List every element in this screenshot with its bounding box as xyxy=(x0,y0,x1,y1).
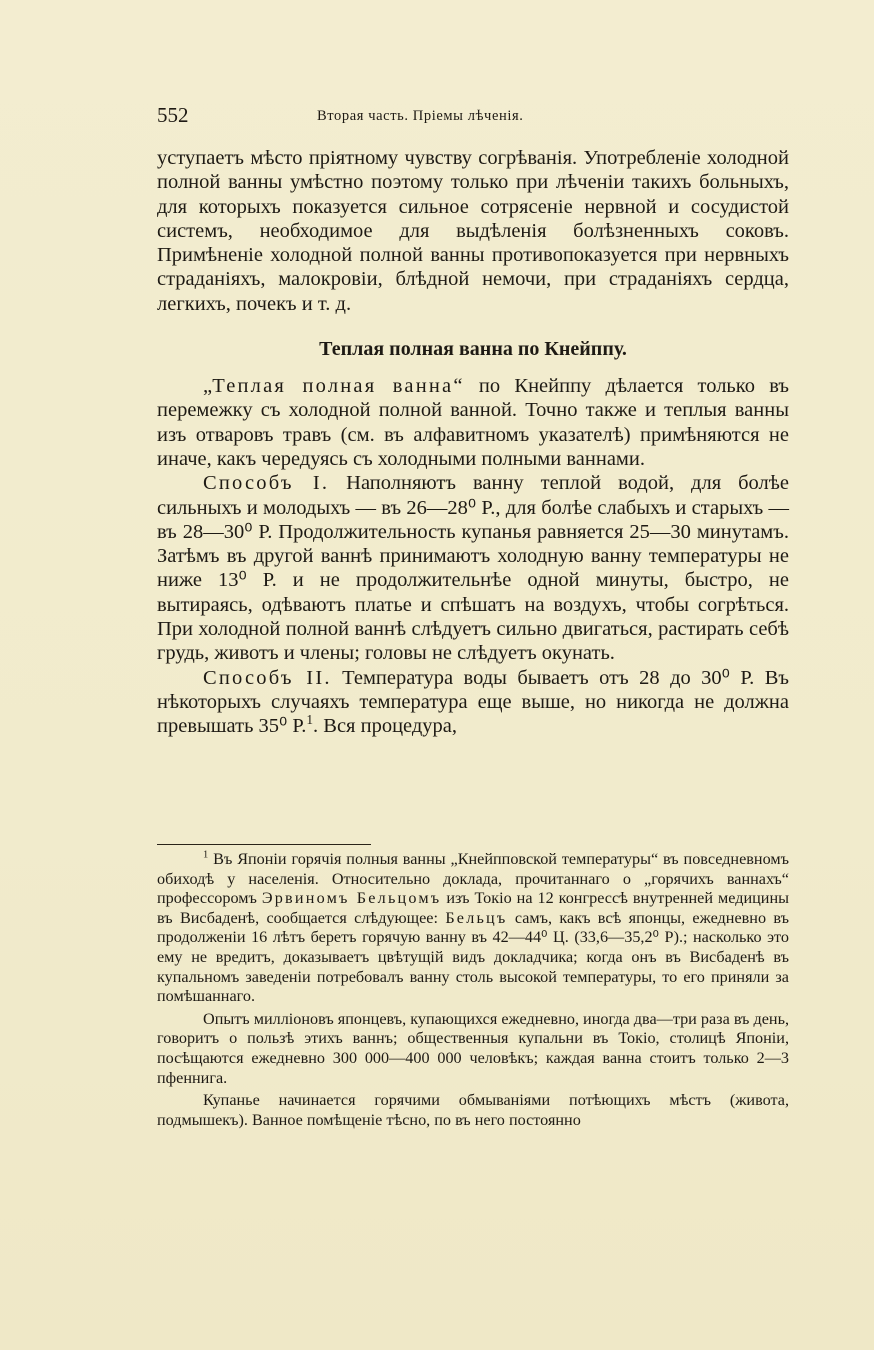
paragraph-warm-bath-intro xyxy=(157,374,789,471)
footnote-one xyxy=(157,850,789,1007)
footnote-one-text-c: самъ, какъ всѣ японцы, ежедневно въ продолженіи 16 лѣтъ беретъ горячую ванну въ 42—44⁰ Ц. (33,6—35,2⁰ Р).; насколько это ему не вредитъ, доказываетъ цвѣтущій видъ докладчика; когда онъ въ Висбаденѣ въ купальномъ заведеніи потребовалъ ванну столь высокой температуры, то его приняли за помѣшаннаго. xyxy=(157,908,789,1006)
section-title: Теплая полная ванна по Кнейппу. xyxy=(319,338,627,361)
footnote-paragraph-two: Опытъ милліоновъ японцевъ, купающихся ежедневно, иногда два—три раза въ день, говоритъ о пользѣ этихъ ваннъ; общественныя купальни въ Токіо, столицѣ Японіи, посѣщаются ежедневно 300 000—400 000 человѣкъ; каждая ванна стоитъ только 2—3 пфеннига. xyxy=(157,1009,789,1087)
footnote-reference: 1 xyxy=(306,712,314,728)
footnote-divider xyxy=(157,844,371,845)
paragraph-method-one xyxy=(157,471,789,665)
footnote-one-text-b: изъ Токіо на 12 конгрессѣ внутренней медицины въ Висбаденѣ, сообщается слѣдующее: xyxy=(157,889,789,927)
page-number: 552 xyxy=(157,103,189,127)
footnote-one-name-1: Эрвиномъ Бельцомъ xyxy=(261,889,442,908)
warm-bath-intro-text: по Кнейппу дѣлается только въ перемежку съ холодной полной ванной. Точно также и теплыя ванны изъ отваровъ травъ (см. въ алфавитномъ указателѣ) примѣняются не иначе, какъ чередуясь съ холодными полными ваннами. xyxy=(157,375,789,470)
method-two-label: Способъ II. xyxy=(203,666,332,689)
footnote-one-text-a: Въ Японіи горячія полныя ванны „Кнейпповской температуры“ въ повседневномъ обиходѣ у населенія. Относительно доклада, прочитаннаго о „горячихъ ваннахъ“ профессоромъ xyxy=(157,850,789,908)
paragraph-cold-bath-end: уступаетъ мѣсто пріятному чувству согрѣванія. Употребленіе холодной полной ванны умѣстно поэтому только при лѣченіи такихъ больныхъ, для которыхъ показуется сильное сотрясеніе нервной и сосудистой системъ, необходимое для выдѣленія болѣзненныхъ соковъ. Примѣненіе холодной полной ванны противопоказуется при нервныхъ страданіяхъ, малокровіи, блѣдной немочи, при страданіяхъ сердца, легкихъ, почекъ и т. д. xyxy=(157,147,789,315)
footnote-one-name-2: Бельцъ xyxy=(445,908,508,927)
paragraph-method-two xyxy=(157,666,789,739)
page-header xyxy=(157,103,789,127)
footnotes xyxy=(157,850,789,1133)
footnote-paragraph-three: Купанье начинается горячими обмываніями потѣющихъ мѣстъ (живота, подмышекъ). Ванное помѣщеніе тѣсно, по въ него постоянно xyxy=(157,1091,789,1129)
body-text xyxy=(157,146,789,739)
method-one-text: Наполняютъ ванну теплой водой, для болѣе сильныхъ и молодыхъ — въ 26—28⁰ Р., для болѣе слабыхъ и старыхъ — въ 28—30⁰ Р. Продолжительность купанья равняется 25—30 минутамъ. Затѣмъ въ другой ваннѣ принимаютъ холодную ванну температуры не ниже 13⁰ Р. и не продолжительнѣе одной минуты, быстро, не вытираясь, одѣваютъ платье и спѣшатъ на воздухъ, чтобы согрѣться. При холодной полной ваннѣ слѣдуетъ сильно двигаться, растирать себѣ грудь, животъ и члены; головы не слѣдуетъ окунать. xyxy=(157,472,789,665)
running-head: Вторая часть. Пріемы лѣченія. xyxy=(317,108,524,124)
method-one-label: Способъ I. xyxy=(203,472,330,495)
warm-bath-term: „Теплая полная ванна“ xyxy=(203,375,465,398)
method-two-tail: . Вся процедура, xyxy=(313,715,458,738)
footnote-marker: 1 xyxy=(203,849,209,861)
method-two-text: Температура воды бываетъ отъ 28 до 30⁰ Р. Въ нѣкоторыхъ случаяхъ температура еще выше, но никогда не должна превышать 35⁰ Р. xyxy=(157,666,789,738)
